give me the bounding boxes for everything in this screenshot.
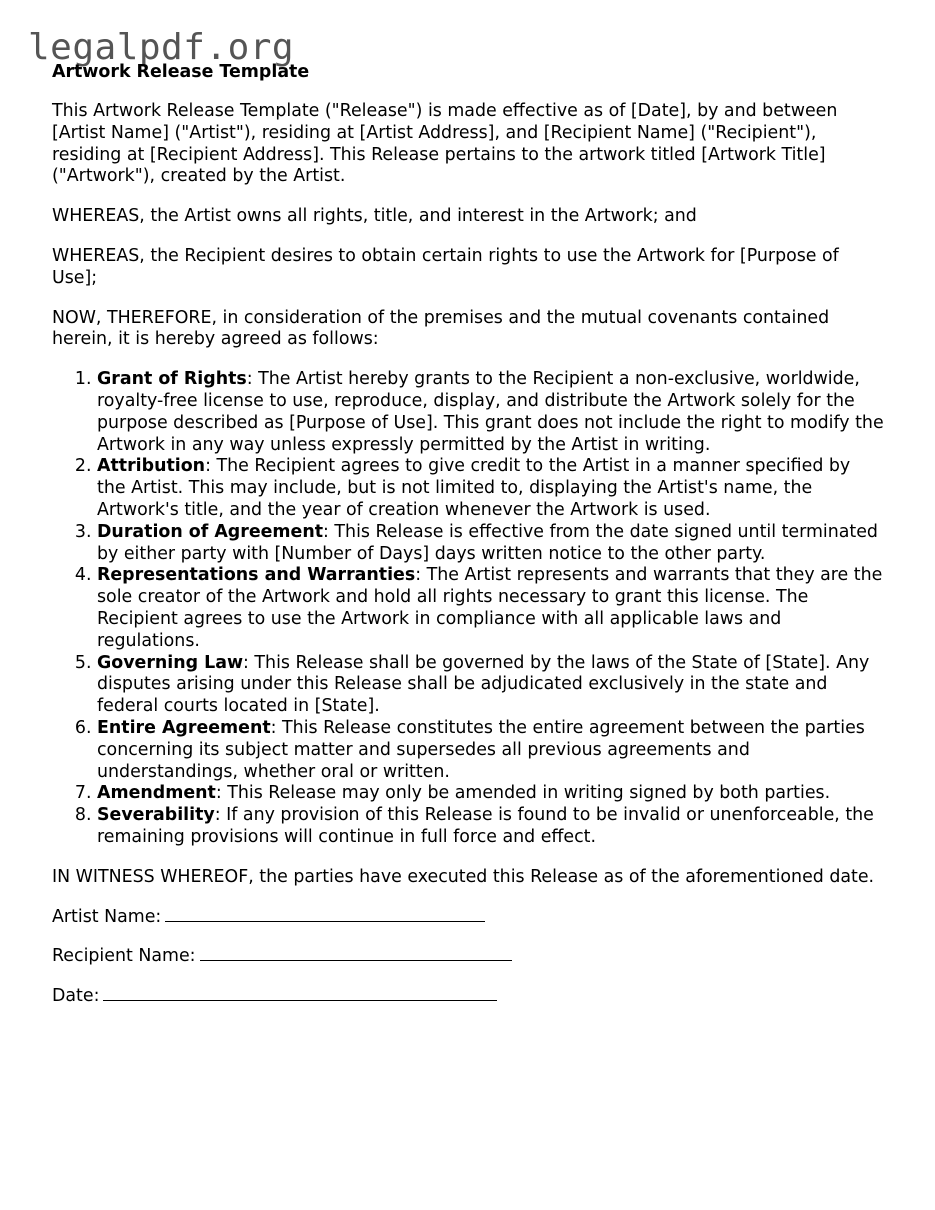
clause-text: : The Recipient agrees to give credit to the Artist in a manner specified by the Artist. This may include, but is not limited to, displaying the Artist's name, the Artwork's title, and the year of creation whenever the Artwork is used.: [97, 456, 851, 520]
document-page: [52, 60, 884, 1026]
clause-text: : If any provision of this Release is found to be invalid or unenforceable, the remaining provisions will continue in full force and effect.: [97, 805, 874, 847]
clause-term: Attribution: [97, 456, 206, 477]
recipient-signature-line: [52, 946, 884, 968]
watermark-logo: legalpdf.org: [28, 27, 295, 68]
clause-item: [97, 565, 884, 652]
clause-item: [97, 522, 884, 566]
clause-term: Severability: [97, 805, 215, 826]
date-signature-line: [52, 986, 884, 1008]
whereas-paragraph-1: WHEREAS, the Artist owns all rights, title, and interest in the Artwork; and: [52, 206, 697, 227]
date-label: Date:: [52, 986, 100, 1007]
clause-list: [52, 369, 884, 849]
clause-term: Governing Law: [97, 652, 244, 673]
clause-text: : This Release may only be amended in writing signed by both parties.: [215, 783, 831, 804]
now-therefore-paragraph: NOW, THEREFORE, in consideration of the premises and the mutual covenants contained herein, it is hereby agreed as follows:: [52, 307, 830, 350]
artist-signature-line: [52, 907, 884, 929]
clause-term: Amendment: [97, 783, 216, 804]
artist-name-label: Artist Name:: [52, 906, 162, 927]
date-field[interactable]: [103, 986, 497, 1001]
clause-text: : This Release is effective from the date signed until terminated by either party with [Number of Days] days written notice to the other party.: [97, 521, 878, 564]
clause-text: : The Artist hereby grants to the Recipient a non-exclusive, worldwide, royalty-free license to use, reproduce, display, and distribute the Artwork solely for the purpose described as [Purpose of Use]. This grant does not include the right to modify the Artwork in any way unless expressly permitted by the Artist in writing.: [97, 369, 884, 455]
witness-paragraph: IN WITNESS WHEREOF, the parties have executed this Release as of the aforementioned date.: [52, 866, 875, 887]
clause-term: Entire Agreement: [97, 717, 271, 738]
clause-text: : This Release shall be governed by the laws of the State of [State]. Any disputes arising under this Release shall be adjudicated exclusively in the state and federal courts located in [State].: [97, 652, 870, 717]
recipient-name-label: Recipient Name:: [52, 946, 196, 967]
clause-term: Duration of Agreement: [97, 521, 324, 542]
clause-term: Grant of Rights: [97, 369, 247, 390]
document-title: Artwork Release Template: [52, 62, 310, 82]
whereas-paragraph-2: WHEREAS, the Recipient desires to obtain certain rights to use the Artwork for [Purpose of Use];: [52, 245, 839, 288]
clause-text: : This Release constitutes the entire agreement between the parties concerning its subject matter and supersedes all previous agreements and understandings, whether oral or written.: [97, 717, 865, 782]
clause-item: [97, 783, 884, 805]
clause-term: Representations and Warranties: [97, 565, 416, 586]
clause-text: : The Artist represents and warrants that they are the sole creator of the Artwork and hold all rights necessary to grant this license. The Recipient agrees to use the Artwork in compliance with all applicable laws and regulations.: [97, 565, 883, 651]
artist-name-field[interactable]: [165, 907, 485, 922]
clause-item: [97, 718, 884, 783]
clause-item: [97, 369, 884, 456]
intro-paragraph: This Artwork Release Template ("Release") is made effective as of [Date], by and between [Artist Name] ("Artist"), residing at [Artist Address], and [Recipient Name] ("Recipient"), residing at [Recipient Address]. This Release pertains to the artwork titled [Artwork Title] ("Artwork"), created by the Artist.: [52, 101, 838, 187]
recipient-name-field[interactable]: [200, 946, 512, 961]
clause-item: [97, 456, 884, 521]
clause-item: [97, 653, 884, 718]
clause-item: [97, 805, 884, 849]
